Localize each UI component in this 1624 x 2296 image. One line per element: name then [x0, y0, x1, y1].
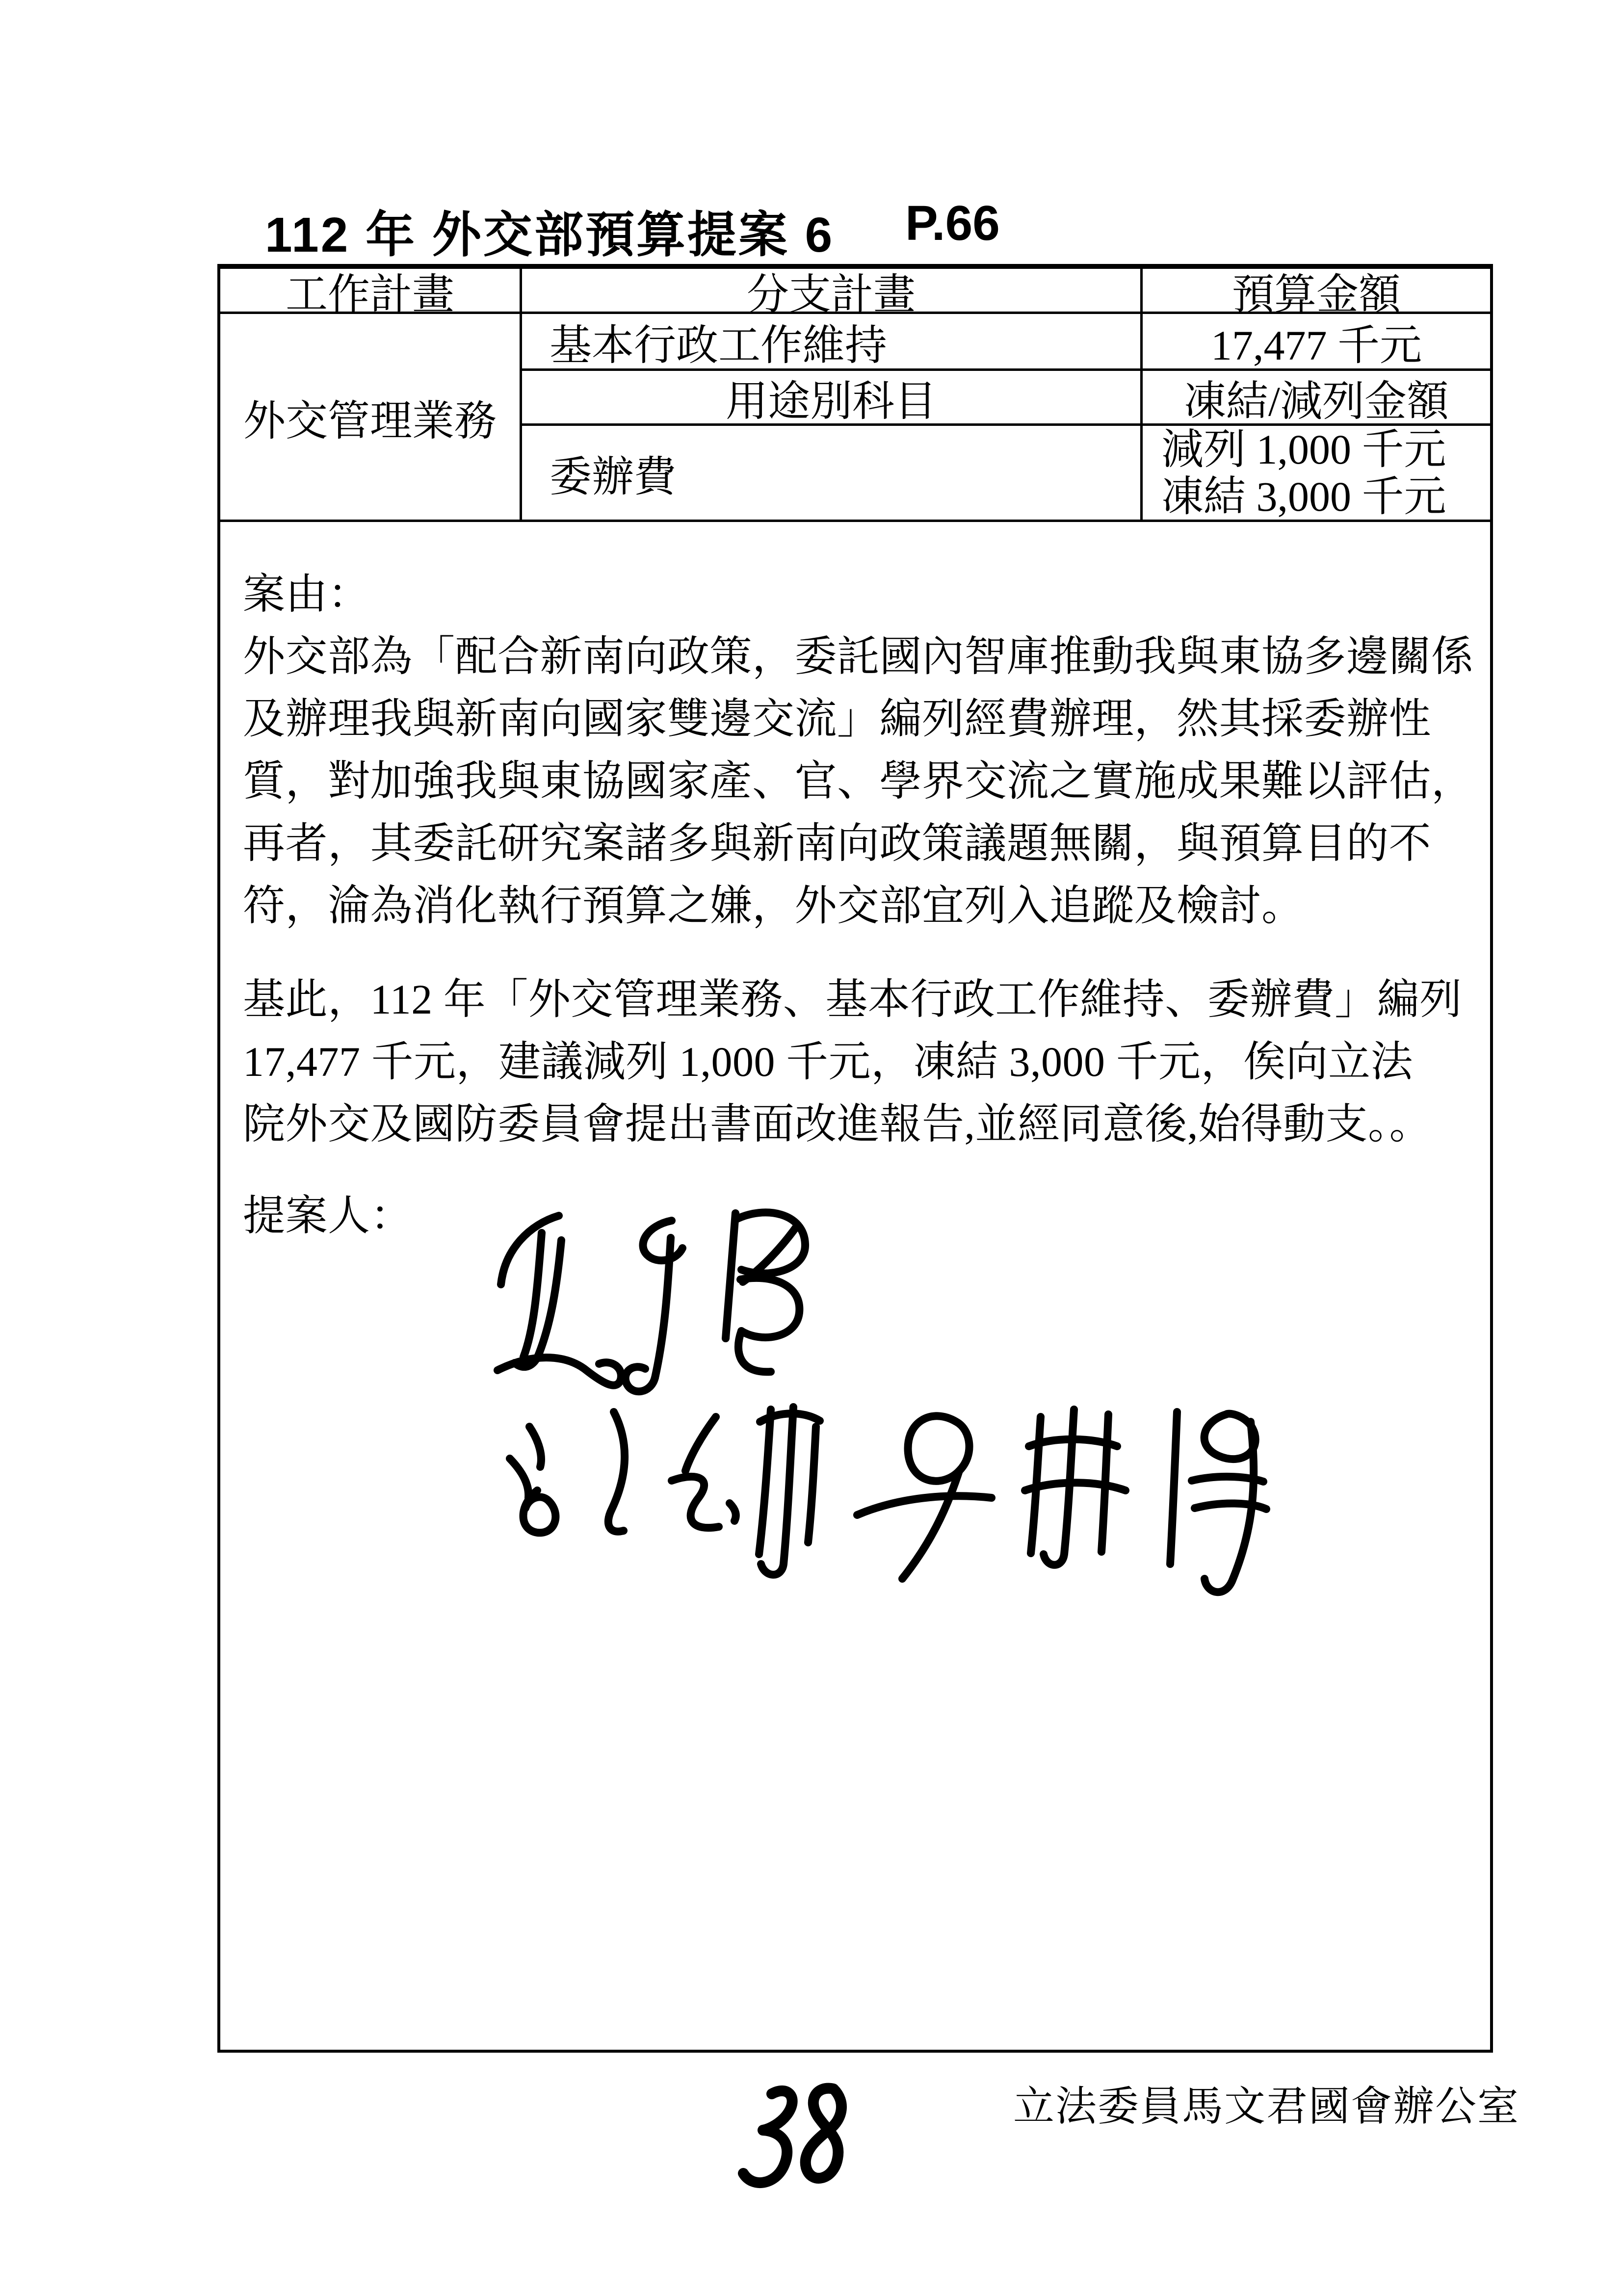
case-label: 案由：	[243, 571, 370, 618]
paragraph2-line2: 17,477 千元，建議減列 1,000 千元，凍結 3,000 千元，俟向立法	[243, 1038, 1413, 1085]
handwritten-signature-3	[857, 1409, 1266, 1592]
paragraph2-line1: 基此，112 年「外交管理業務、基本行政工作維持、委辦費」編列	[243, 976, 1462, 1023]
cell-commission-fee: 委辦費	[522, 426, 1143, 522]
case-body	[220, 522, 1490, 1247]
paragraph2-line3: 院外交及國防委員會提出書面改進報告,並經同意後,始得動支。。	[243, 1100, 1432, 1148]
cell-work-plan: 外交管理業務	[220, 314, 522, 522]
col-header-budget-amount: 預算金額	[1143, 269, 1490, 314]
paragraph1-line4: 再者，其委託研究案諸多與新南向政策議題無關，與預算目的不	[243, 820, 1431, 867]
page-reference: P.66	[905, 196, 1000, 251]
proposer-label: 提案人：	[243, 1192, 413, 1239]
cell-freeze-cut-header: 凍結/減列金額	[1143, 371, 1490, 426]
handwritten-page-number	[714, 2080, 871, 2218]
budget-table	[220, 269, 1490, 522]
handwritten-signature-2	[510, 1407, 820, 1575]
paragraph1-line1: 外交部為「配合新南向政策，委託國內智庫推動我與東協多邊關係	[243, 633, 1474, 680]
col-header-sub-plan: 分支計畫	[522, 269, 1143, 314]
handwritten-signature-1	[498, 1212, 805, 1391]
cell-sub-plan: 基本行政工作維持	[522, 314, 1143, 371]
cell-use-category-header: 用途別科目	[522, 371, 1143, 426]
paragraph1-line3: 質，對加強我與東協國家產、官、學界交流之實施成果難以評估，	[243, 757, 1474, 805]
paragraph1-line5: 符，淪為消化執行預算之嫌，外交部宜列入追蹤及檢討。	[243, 882, 1304, 929]
col-header-work-plan: 工作計畫	[220, 269, 522, 314]
cut-amount-line: 減列 1,000 千元	[1161, 425, 1446, 473]
proposer-signatures	[441, 1191, 1520, 1682]
freeze-amount-line: 凍結 3,000 千元	[1161, 472, 1446, 520]
cell-freeze-cut-amounts	[1143, 426, 1490, 522]
document-main-box	[217, 264, 1493, 2053]
page-title: 112 年 外交部預算提案 6	[265, 208, 835, 262]
legislator-office-label: 立法委員馬文君國會辦公室	[1013, 2084, 1520, 2130]
paragraph1-line2: 及辦理我與新南向國家雙邊交流」編列經費辦理，然其採委辦性	[243, 695, 1431, 742]
cell-budget-amount: 17,477 千元	[1143, 314, 1490, 371]
resolution-paragraph	[243, 968, 1476, 1155]
